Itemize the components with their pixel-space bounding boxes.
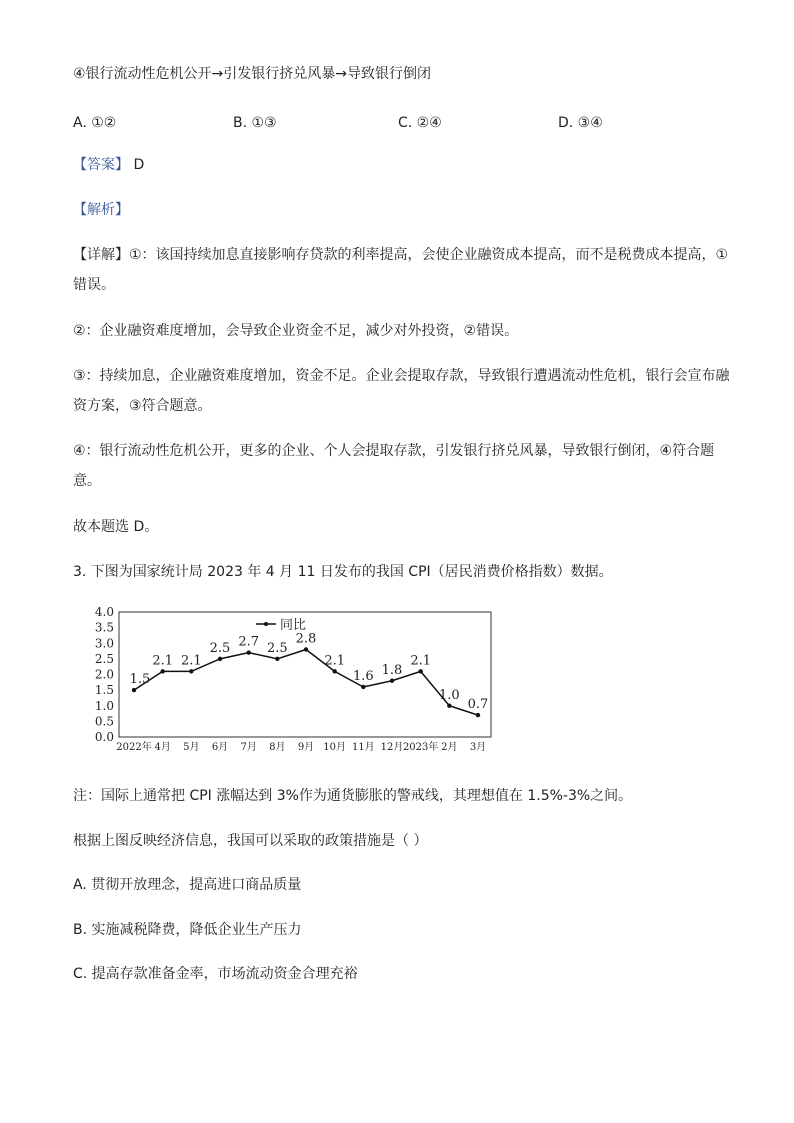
analysis-tag: 【解析】 <box>73 202 129 218</box>
y-axis-ticks <box>95 605 114 744</box>
y-tick-label: 4.0 <box>94 605 114 619</box>
question-3: 3. 下图为国家统计局 2023 年 4 月 11 日发布的我国 CPI（居民消费价格指数）数据。 <box>73 564 613 580</box>
x-tick-label: 2023年 <box>402 742 439 753</box>
y-tick-label: 3.0 <box>94 636 114 651</box>
data-label: 0.7 <box>467 697 489 713</box>
data-point <box>246 650 250 654</box>
data-label: 1.5 <box>129 672 151 688</box>
y-tick-label: 0.5 <box>94 714 114 729</box>
y-tick-label: 0.0 <box>94 730 114 744</box>
detail-paragraph-3: ③：持续加息，企业融资难度增加，资金不足。企业会提取存款，导致银行遭遇流动性危机，银行会宣布融资方案，③符合题意。 <box>73 368 730 414</box>
data-label: 2.7 <box>238 634 260 650</box>
x-axis-ticks <box>116 740 486 753</box>
data-point <box>304 647 308 651</box>
x-tick-label: 2022年 <box>116 742 152 753</box>
answer-tag: 【答案】 <box>73 157 129 173</box>
data-point <box>160 669 164 673</box>
detail-paragraph-1 <box>73 240 733 300</box>
q2-option-c: C. ②④ <box>398 115 442 131</box>
x-tick-label: 12月 <box>380 742 404 753</box>
q2-option-d: D. ③④ <box>558 115 603 131</box>
data-point <box>332 669 336 673</box>
x-tick-label: 8月 <box>269 742 286 753</box>
data-label: 2.5 <box>266 640 288 656</box>
x-tick-label: 9月 <box>297 742 315 753</box>
answer-value: D <box>133 157 145 173</box>
data-label: 2.8 <box>295 631 317 647</box>
x-tick-label: 2月 <box>441 742 458 753</box>
detail-1-text: ①：该国持续加息直接影响存贷款的利率提高，会使企业融资成本提高，而不是税费成本提高，①错误。 <box>73 247 729 293</box>
x-tick-label: 7月 <box>240 742 257 753</box>
chart-note: 注：国际上通常把 CPI 涨幅达到 3%作为通货膨胀的警戒线，其理想值在 1.5%-3%之间。 <box>73 788 633 804</box>
y-tick-label: 2.5 <box>94 651 114 666</box>
data-label: 2.1 <box>324 653 346 669</box>
cpi-line-chart <box>86 604 506 754</box>
x-tick-label: 6月 <box>211 742 229 753</box>
x-tick-label: 10月 <box>323 742 347 753</box>
legend-marker <box>264 622 268 626</box>
data-label: 2.1 <box>180 653 202 669</box>
data-label: 2.5 <box>209 640 231 656</box>
data-point <box>390 679 394 683</box>
data-point <box>275 657 279 661</box>
answer-line <box>73 150 733 180</box>
q2-option-b: B. ①③ <box>233 115 277 131</box>
detail-tag: 【详解】 <box>73 247 129 263</box>
q3-option-b: B. 实施减税降费，降低企业生产压力 <box>73 922 302 938</box>
question-3-stem: 根据上图反映经济信息，我国可以采取的政策措施是（ ） <box>73 833 428 849</box>
x-tick-label: 4月 <box>154 742 171 753</box>
data-point <box>476 713 480 717</box>
data-label: 1.6 <box>352 669 374 684</box>
analysis-line <box>73 195 733 225</box>
q3-option-a: A. 贯彻开放理念，提高进口商品质量 <box>73 877 302 893</box>
data-label: 1.0 <box>438 687 460 703</box>
x-tick-label: 5月 <box>183 742 200 753</box>
q2-option-a: A. ①② <box>73 115 117 131</box>
x-tick-label: 11月 <box>351 742 375 753</box>
data-label: 2.1 <box>410 653 432 669</box>
detail-paragraph-4: ④：银行流动性危机公开，更多的企业、个人会提取存款，引发银行挤兑风暴，导致银行倒闭，④符合题意。 <box>73 443 715 489</box>
q3-option-c: C. 提高存款准备金率，市场流动资金合理充裕 <box>73 966 358 982</box>
data-point <box>189 669 193 673</box>
detail-paragraph-2: ②：企业融资难度增加，会导致企业资金不足，减少对外投资，②错误。 <box>73 323 519 339</box>
x-tick-label: 3月 <box>469 742 487 753</box>
y-tick-label: 2.0 <box>94 667 114 682</box>
y-tick-label: 1.0 <box>94 698 114 713</box>
data-point <box>361 685 365 689</box>
y-tick-label: 3.5 <box>94 620 114 635</box>
legend-label: 同比 <box>280 618 307 633</box>
y-tick-label: 1.5 <box>94 683 114 698</box>
data-point <box>132 688 136 692</box>
data-point <box>218 657 222 661</box>
data-label: 2.1 <box>152 653 174 669</box>
data-label: 1.8 <box>381 662 403 678</box>
conclusion: 故本题选 D。 <box>73 519 159 535</box>
data-point <box>447 704 451 708</box>
item4-line: ④银行流动性危机公开→引发银行挤兑风暴→导致银行倒闭 <box>73 66 432 82</box>
data-point <box>418 669 422 673</box>
